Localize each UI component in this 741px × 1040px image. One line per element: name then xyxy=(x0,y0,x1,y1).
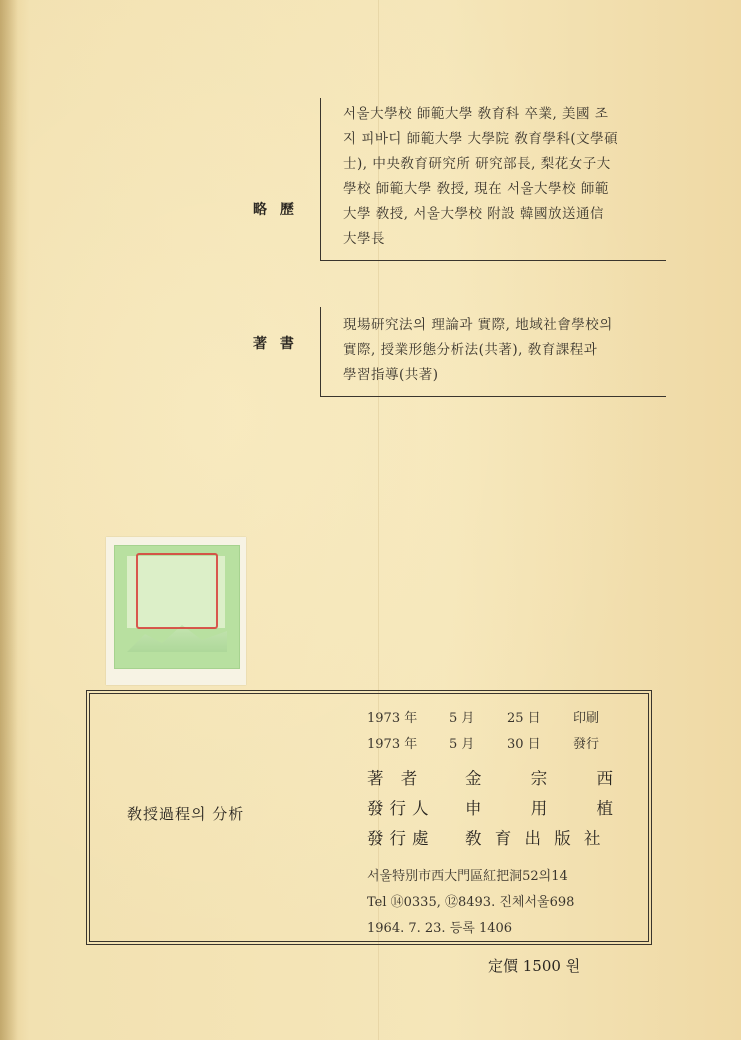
author-seal-stamp xyxy=(106,537,246,685)
author-role: 著 者 xyxy=(367,769,424,788)
print-day: 25 日 xyxy=(507,711,541,726)
author-name: 金 宗 西 xyxy=(465,769,635,788)
books-line: 現場研究法의 理論과 實際, 地域社會學校의 xyxy=(343,317,613,333)
publish-day: 30 日 xyxy=(507,737,541,752)
imprint-box xyxy=(86,690,652,945)
books-label: 著 書 xyxy=(253,336,298,352)
spine-shadow xyxy=(0,0,18,1040)
print-month: 5 月 xyxy=(449,711,475,726)
publisher-tel: Tel ⑭0335, ⑫8493. 진체서울698 xyxy=(367,895,575,910)
publishing-house-name: 敎 育 出 版 社 xyxy=(465,829,605,848)
book-price: 定價 1500 원 xyxy=(488,957,581,975)
biography-box xyxy=(320,98,666,261)
publisher-role: 發行人 xyxy=(367,799,435,818)
biography-line: 지 피바디 師範大學 大學院 敎育學科(文學碩 xyxy=(343,131,619,147)
biography-line: 서울大學校 師範大學 敎育科 卒業, 美國 조 xyxy=(343,106,609,122)
publish-label: 發行 xyxy=(573,737,600,752)
publish-year: 1973 年 xyxy=(367,737,418,752)
biography-line: 大學 敎授, 서울大學校 附設 韓國放送通信 xyxy=(343,206,605,222)
biography-line: 大學長 xyxy=(343,231,385,247)
publisher-address: 서울特別市西大門區紅把洞52의14 xyxy=(367,869,568,884)
publish-month: 5 月 xyxy=(449,737,475,752)
print-year: 1973 年 xyxy=(367,711,418,726)
biography-line: 士), 中央敎育研究所 研究部長, 梨花女子大 xyxy=(343,156,611,172)
books-line: 實際, 授業形態分析法(共著), 敎育課程과 xyxy=(343,342,598,358)
print-label: 印刷 xyxy=(573,711,600,726)
red-seal xyxy=(136,553,218,629)
book-title: 敎授過程의 分析 xyxy=(127,805,245,823)
publisher-name: 申 用 植 xyxy=(465,799,635,818)
registration-info: 1964. 7. 23. 등록 1406 xyxy=(367,921,513,936)
books-box xyxy=(320,307,666,397)
biography-label: 略 歷 xyxy=(253,202,298,218)
biography-line: 學校 師範大學 敎授, 現在 서울大學校 師範 xyxy=(343,181,609,197)
books-line: 學習指導(共著) xyxy=(343,367,439,383)
publishing-house-role: 發行處 xyxy=(367,829,435,848)
